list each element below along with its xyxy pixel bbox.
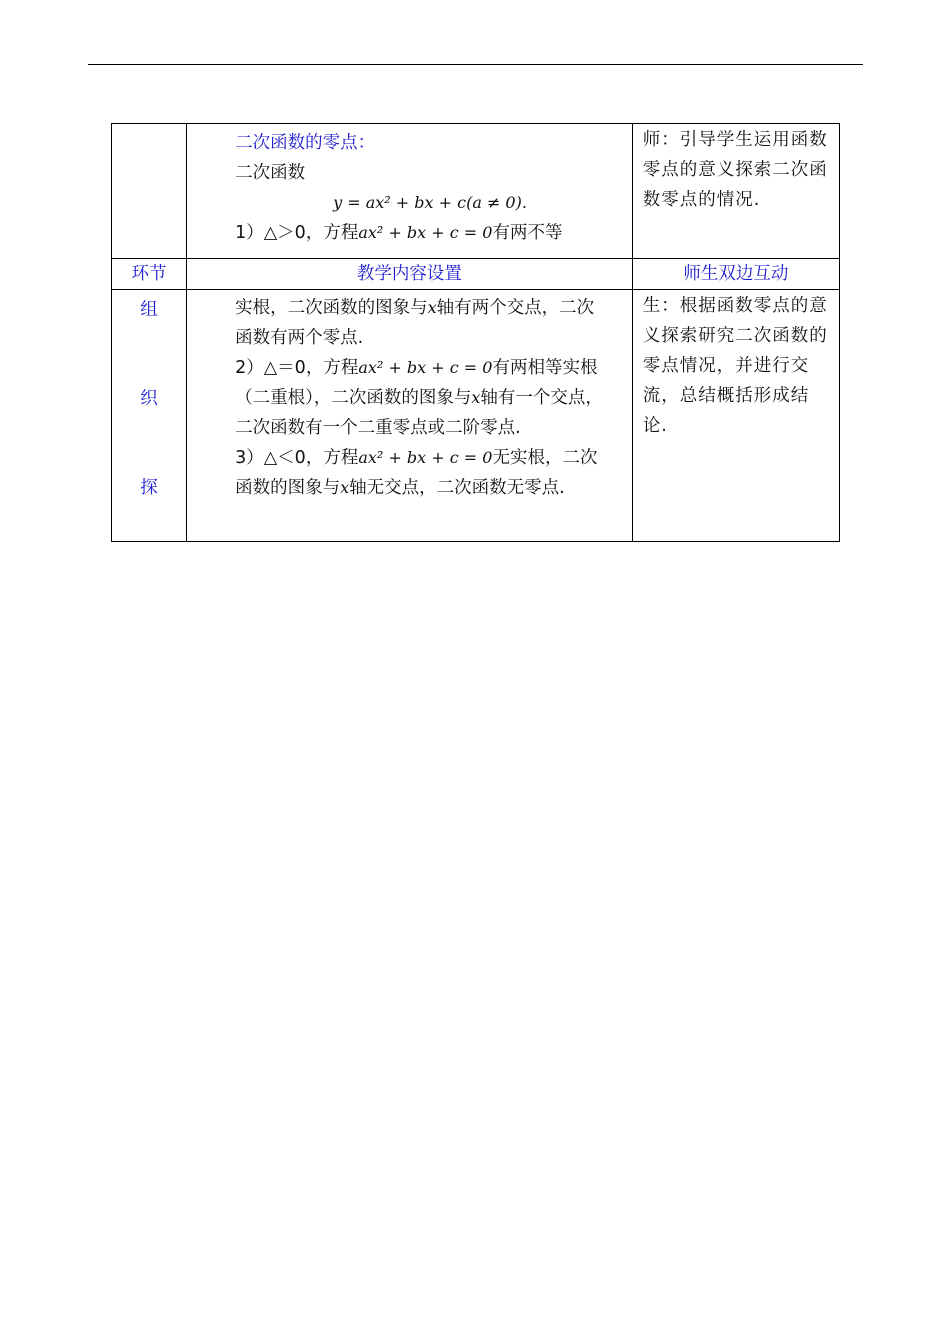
- content-line: [235, 473, 624, 503]
- student-note: 生：根据函数零点的意义探索研究二次函数的零点情况，并进行交流，总结概括形成结论.: [642, 296, 828, 436]
- formula-text: y = ax² + bx + c(a ≠ 0).: [333, 193, 527, 212]
- header-content: 教学内容设置: [187, 259, 633, 290]
- text-span: 函数的图象与: [235, 478, 341, 498]
- case1-equation: ax² + bx + c = 0: [358, 223, 493, 242]
- table-header-row: [112, 259, 840, 290]
- content-cell-body: [187, 290, 633, 542]
- header-rule: [88, 64, 863, 65]
- case3-line: [235, 443, 624, 473]
- content-title: 二次函数的零点：: [235, 133, 376, 153]
- text-span: （二重根），二次函数的图象与: [235, 388, 472, 408]
- content-line: 函数有两个零点.: [235, 328, 364, 348]
- text-span: 轴有一个交点，: [480, 388, 603, 408]
- content-line: 二次函数: [235, 163, 306, 183]
- case1-suffix: 有两不等: [492, 223, 563, 243]
- case2-equation: ax² + bx + c = 0: [358, 358, 493, 377]
- text-span: 轴有两个交点，二次: [436, 298, 595, 318]
- teacher-note: 师：引导学生运用函数零点的意义探索二次函数零点的情况.: [642, 130, 828, 210]
- case1-prefix: 1）△＞0，方程: [235, 223, 359, 243]
- variable-x: x: [427, 298, 437, 317]
- case3-equation: ax² + bx + c = 0: [358, 448, 493, 467]
- header-interaction: 师生双边互动: [632, 259, 839, 290]
- interaction-cell-top: [632, 124, 839, 259]
- content-line: [235, 383, 624, 413]
- case2-prefix: 2）△＝0，方程: [235, 358, 359, 378]
- stage-char: 组: [140, 300, 158, 320]
- case2-line: [235, 353, 624, 383]
- content-line: 二次函数有一个二重零点或二阶零点.: [235, 418, 521, 438]
- table-row-body: [112, 290, 840, 542]
- stage-char: 织: [140, 389, 158, 409]
- interaction-cell-body: [632, 290, 839, 542]
- content-line: [235, 293, 624, 323]
- table-row-top: [112, 124, 840, 259]
- stage-cell: [112, 290, 187, 542]
- text-span: 轴无交点，二次函数无零点.: [349, 478, 565, 498]
- variable-x: x: [340, 478, 350, 497]
- variable-x: x: [471, 388, 481, 407]
- stage-cell-empty: [112, 124, 187, 259]
- quadratic-formula: [235, 188, 624, 218]
- case3-suffix: 无实根，二次: [492, 448, 598, 468]
- stage-char: 探: [140, 478, 158, 498]
- lesson-table: [111, 123, 840, 542]
- case1-line: [235, 218, 624, 248]
- text-span: 实根，二次函数的图象与: [235, 298, 428, 318]
- content-cell-top: [187, 124, 633, 259]
- case3-prefix: 3）△＜0，方程: [235, 448, 359, 468]
- header-stage: 环节: [112, 259, 187, 290]
- case2-suffix: 有两相等实根: [492, 358, 598, 378]
